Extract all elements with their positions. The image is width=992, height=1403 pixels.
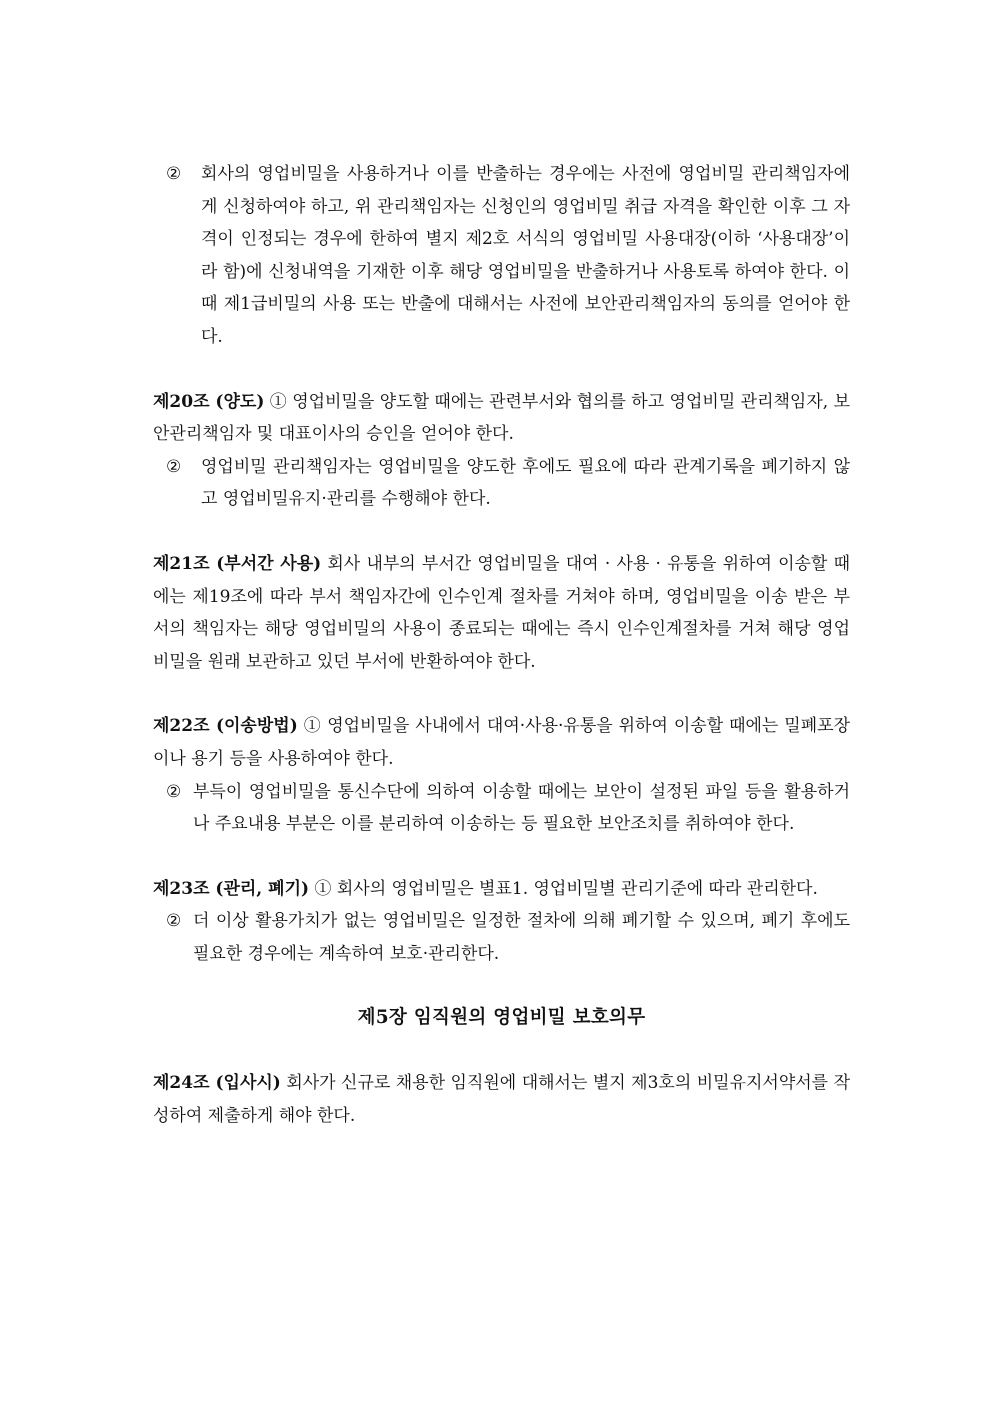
article-paragraph xyxy=(153,1067,850,1132)
article-heading: 제22조 (이송방법) xyxy=(153,716,298,737)
paragraph-gap xyxy=(153,841,850,873)
sub-clause xyxy=(153,776,850,841)
sub-clause xyxy=(153,451,850,516)
article-text: ① 회사의 영업비밀은 별표1. 영업비밀별 관리기준에 따라 관리한다. xyxy=(309,878,818,899)
paragraph-gap xyxy=(153,970,850,1002)
clause-number: ② xyxy=(166,164,182,184)
article-text: 회사가 신규로 채용한 임직원에 대해서는 별지 제3호의 비밀유지서약서를 작성하여 제출하게 해야 한다. xyxy=(153,1073,850,1126)
article-paragraph xyxy=(153,386,850,451)
sub-clause xyxy=(153,158,850,354)
paragraph-gap xyxy=(153,678,850,710)
article-paragraph xyxy=(153,710,850,775)
article-heading: 제24조 (입사시) xyxy=(153,1073,281,1094)
article-heading: 제20조 (양도) xyxy=(153,391,265,412)
clause-text: 회사의 영업비밀을 사용하거나 이를 반출하는 경우에는 사전에 영업비밀 관리책임자에게 신청하여야 하고, 위 관리책임자는 신청인의 영업비밀 취급 자격을 확인한 이후 그 자격이 인정되는 경우에 한하여 별지 제2호 서식의 영업비밀 사용대장(이하 ‘사용대장’이라 함)에 신청내역을 기재한 이후 해당 영업비밀을 반출하거나 사용토록 하여야 한다. 이때 제1급비밀의 사용 또는 반출에 대해서는 사전에 보안관리책임자의 동의를 얻어야 한다. xyxy=(201,164,850,347)
clause-number: ② xyxy=(166,456,182,477)
paragraph-gap xyxy=(153,1035,850,1067)
article-text: ① 영업비밀을 사내에서 대여·사용·유통을 위하여 이송할 때에는 밀폐포장이나 용기 등을 사용하여야 한다. xyxy=(153,716,850,769)
clause-number: ② xyxy=(166,781,182,802)
chapter-title: 제5장 임직원의 영업비밀 보호의무 xyxy=(357,1007,646,1029)
clause-number: ② xyxy=(166,911,182,932)
sub-clause xyxy=(153,905,850,970)
article-text: 회사 내부의 부서간 영업비밀을 대여 · 사용 · 유통을 위하여 이송할 때에는 제19조에 따라 부서 책임자간에 인수인계 절차를 거쳐야 하며, 영업비밀을 이송 받은 부서의 책임자는 해당 영업비밀의 사용이 종료되는 때에는 즉시 인수인계절차를 거쳐 해당 영업비밀을 원래 보관하고 있던 부서에 반환하여야 한다. xyxy=(153,553,850,672)
document-page xyxy=(153,158,850,1132)
article-heading: 제23조 (관리, 폐기) xyxy=(153,878,310,899)
article-text: ① 영업비밀을 양도할 때에는 관련부서와 협의를 하고 영업비밀 관리책임자, 보안관리책임자 및 대표이사의 승인을 얻어야 한다. xyxy=(153,391,850,445)
clause-text: 부득이 영업비밀을 통신수단에 의하여 이송할 때에는 보안이 설정된 파일 등을 활용하거나 주요내용 부분은 이를 분리하여 이송하는 등 필요한 보안조치를 취하여야 한다. xyxy=(193,781,850,835)
article-paragraph xyxy=(153,548,850,678)
article-paragraph xyxy=(153,873,850,906)
clause-text: 더 이상 활용가치가 없는 영업비밀은 일정한 절차에 의해 폐기할 수 있으며, 폐기 후에도 필요한 경우에는 계속하여 보호·관리한다. xyxy=(193,911,850,964)
clause-text: 영업비밀 관리책임자는 영업비밀을 양도한 후에도 필요에 따라 관계기록을 폐기하지 않고 영업비밀유지·관리를 수행해야 한다. xyxy=(201,456,850,510)
paragraph-gap xyxy=(153,354,850,386)
article-heading: 제21조 (부서간 사용) xyxy=(153,553,322,574)
paragraph-gap xyxy=(153,516,850,548)
